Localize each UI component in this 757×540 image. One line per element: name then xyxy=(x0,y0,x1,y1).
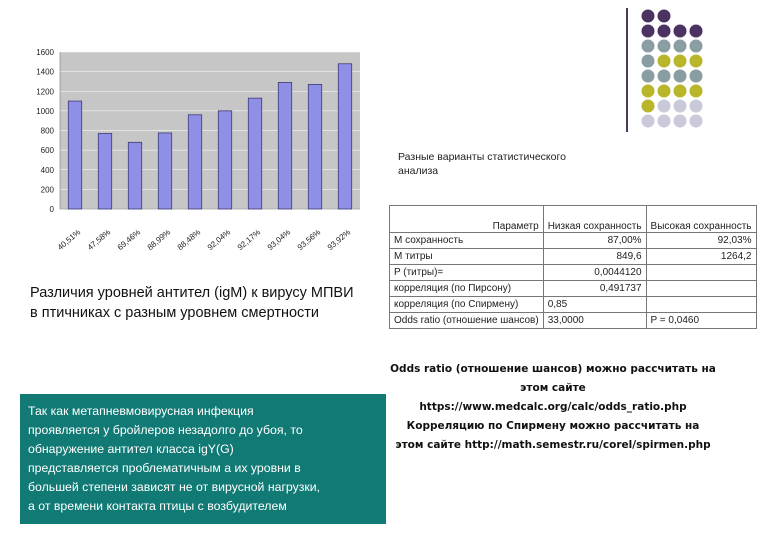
decorative-dot-grid xyxy=(640,8,716,128)
bar xyxy=(338,64,352,209)
decor-dot xyxy=(658,40,671,53)
decor-dot xyxy=(674,40,687,53)
row-label: М титры xyxy=(390,249,544,265)
row-value-high xyxy=(646,281,756,297)
info-box xyxy=(20,394,386,524)
decor-dot xyxy=(674,25,687,38)
y-tick-label: 1200 xyxy=(36,87,54,97)
row-label: корреляция (по Спирмену) xyxy=(390,297,544,313)
x-tick-label: 40,51% xyxy=(55,227,83,252)
decor-dot xyxy=(690,70,703,83)
y-tick-label: 0 xyxy=(49,205,54,214)
header-parameter: Параметр xyxy=(390,206,544,233)
y-tick-label: 1600 xyxy=(36,48,54,57)
bar xyxy=(188,115,202,209)
x-tick-label: 92,17% xyxy=(235,227,263,252)
x-tick-label: 93,04% xyxy=(265,227,293,252)
decor-dot xyxy=(658,55,671,68)
row-value-low: 849,6 xyxy=(543,249,646,265)
bar xyxy=(68,101,82,209)
stats-title-line-2: анализа xyxy=(398,165,439,177)
row-value-low: 87,00% xyxy=(543,233,646,249)
calculator-note xyxy=(388,360,718,455)
row-label: корреляция (по Пирсону) xyxy=(390,281,544,297)
row-value-high xyxy=(646,265,756,281)
info-line: представляется проблематичным а их уровни в xyxy=(28,461,301,475)
decor-dot xyxy=(658,115,671,128)
info-line: а от времени контакта птицы с возбудителем xyxy=(28,499,287,513)
info-line: Так как метапневмовирусная инфекция xyxy=(28,404,254,418)
x-tick-label: 92,04% xyxy=(205,227,233,252)
bar xyxy=(248,98,262,209)
row-value-low: 0,85 xyxy=(543,297,646,313)
decor-dot xyxy=(674,85,687,98)
decor-dot xyxy=(674,55,687,68)
decor-dot xyxy=(642,10,655,23)
decor-dot xyxy=(642,85,655,98)
decor-dot xyxy=(674,70,687,83)
antibody-bar-chart xyxy=(20,40,360,280)
table-row xyxy=(390,313,757,329)
x-tick-label: 47,58% xyxy=(85,227,113,252)
y-tick-label: 400 xyxy=(40,165,54,175)
x-tick-label: 93,92% xyxy=(325,227,353,252)
x-tick-label: 88,99% xyxy=(145,227,173,252)
decor-dot xyxy=(690,100,703,113)
decor-dot xyxy=(690,115,703,128)
decor-dot xyxy=(674,115,687,128)
decor-dot xyxy=(690,25,703,38)
stats-title-line-1: Разные варианты статистического xyxy=(398,151,566,163)
caption-line-2: в птичниках с разным уровнем смертности xyxy=(30,305,320,321)
decor-dot xyxy=(642,55,655,68)
decor-dot xyxy=(642,70,655,83)
spearman-link[interactable]: этом сайте http://math.semestr.ru/corel/spirmen.php xyxy=(395,439,711,451)
note-line-2: этом сайте xyxy=(520,382,586,394)
decor-dot xyxy=(658,70,671,83)
decor-dot xyxy=(690,40,703,53)
bar xyxy=(128,142,142,209)
info-line: обнаружение антител класса igY(G) xyxy=(28,442,234,456)
stats-title xyxy=(398,150,598,178)
odds-ratio-link[interactable]: https://www.medcalc.org/calc/odds_ratio.php xyxy=(419,401,687,413)
bar xyxy=(98,133,112,209)
row-value-high: 1264,2 xyxy=(646,249,756,265)
caption-line-1: Различия уровней антител (igM) к вирусу МПВИ xyxy=(30,285,354,301)
stats-header-row xyxy=(390,206,757,233)
row-label: Odds ratio (отношение шансов) xyxy=(390,313,544,329)
y-tick-label: 1400 xyxy=(36,67,54,77)
table-row xyxy=(390,281,757,297)
stats-table xyxy=(389,205,757,329)
y-tick-label: 200 xyxy=(40,185,54,195)
decor-dot xyxy=(658,85,671,98)
y-tick-label: 1000 xyxy=(36,106,54,116)
note-line-4: Корреляцию по Спирмену можно рассчитать на xyxy=(406,420,700,432)
bar xyxy=(278,82,292,209)
bar xyxy=(218,111,232,209)
decor-dot xyxy=(690,85,703,98)
header-high-survival: Высокая сохранность xyxy=(646,206,756,233)
header-low-survival: Низкая сохранность xyxy=(543,206,646,233)
table-row xyxy=(390,265,757,281)
note-line-1: Odds ratio (отношение шансов) можно рассчитать на xyxy=(390,363,716,375)
bar xyxy=(308,84,322,209)
x-tick-label: 93,56% xyxy=(295,227,323,252)
decor-dot xyxy=(690,55,703,68)
chart-caption xyxy=(30,283,370,323)
row-value-high xyxy=(646,297,756,313)
decor-dot xyxy=(642,100,655,113)
decor-dot xyxy=(642,40,655,53)
decor-dot xyxy=(642,115,655,128)
decor-dot xyxy=(658,10,671,23)
row-value-low: 0,0044120 xyxy=(543,265,646,281)
x-tick-label: 88,48% xyxy=(175,227,203,252)
decor-dot xyxy=(674,100,687,113)
row-value-low: 0,491737 xyxy=(543,281,646,297)
table-row xyxy=(390,297,757,313)
table-row xyxy=(390,249,757,265)
row-value-high: 92,03% xyxy=(646,233,756,249)
table-row xyxy=(390,233,757,249)
row-value-high: P = 0,0460 xyxy=(646,313,756,329)
decor-dot xyxy=(658,100,671,113)
x-tick-label: 69,46% xyxy=(115,227,143,252)
decor-dot xyxy=(642,25,655,38)
divider-line xyxy=(626,8,628,132)
row-value-low: 33,0000 xyxy=(543,313,646,329)
bar xyxy=(158,133,172,209)
y-tick-label: 600 xyxy=(40,146,54,156)
info-line: проявляется у бройлеров незадолго до убоя, то xyxy=(28,423,303,437)
info-line: большей степени зависят не от вирусной нагрузки, xyxy=(28,480,321,494)
y-tick-label: 800 xyxy=(40,126,54,136)
decor-dot xyxy=(658,25,671,38)
row-label: P (титры)= xyxy=(390,265,544,281)
row-label: М сохранность xyxy=(390,233,544,249)
